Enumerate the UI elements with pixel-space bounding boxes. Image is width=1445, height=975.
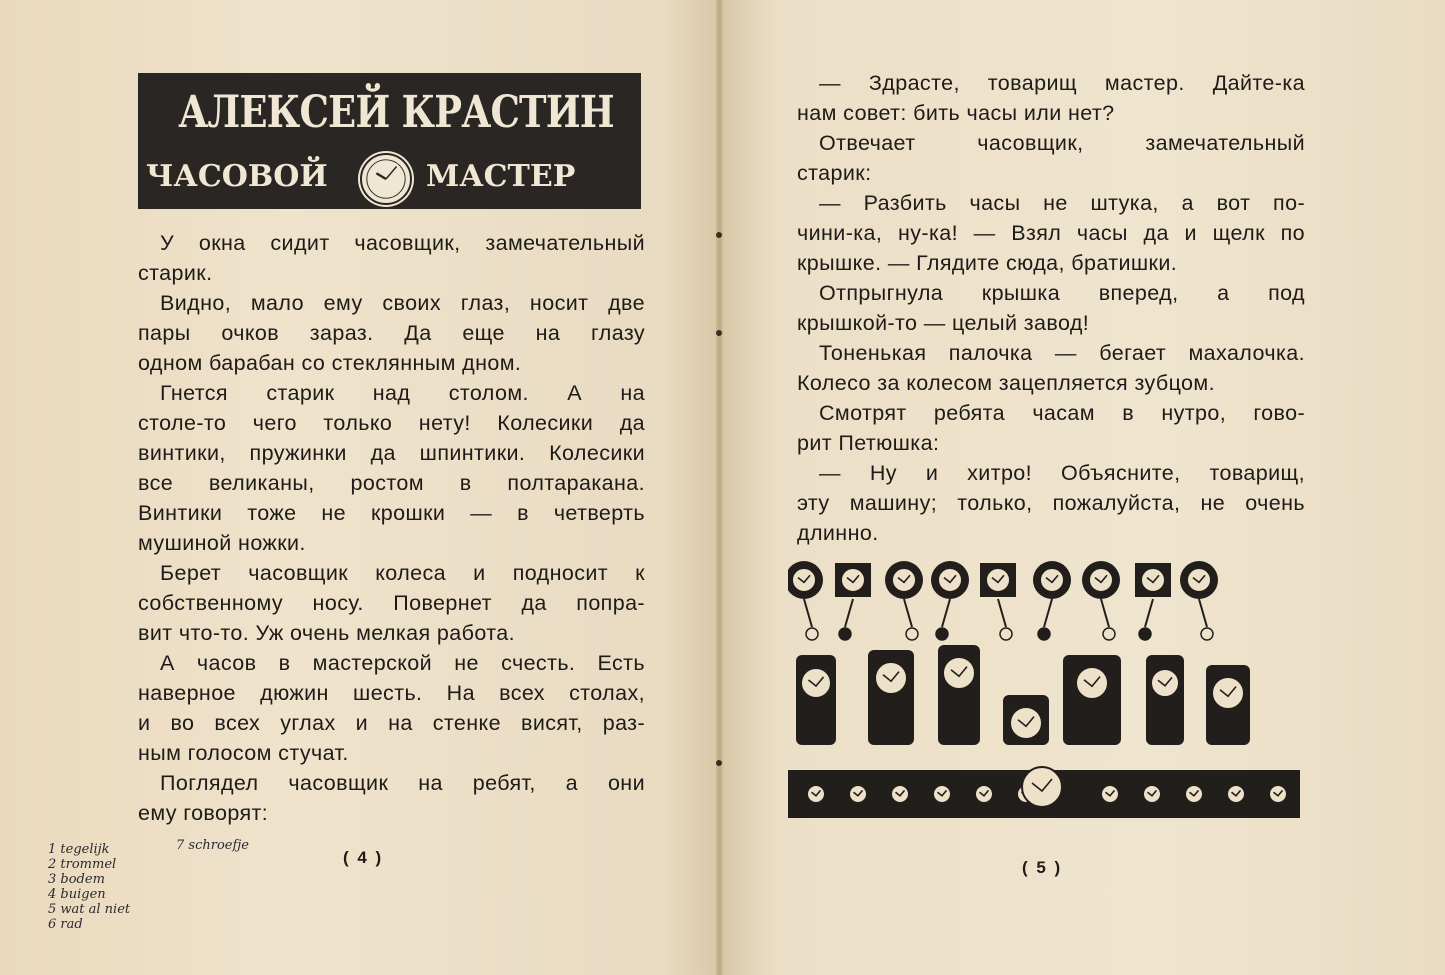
small-clock	[891, 785, 909, 803]
book-gutter	[716, 0, 724, 975]
title-word-left: ЧАСОВОЙ	[146, 159, 328, 194]
text-line: и во всех углах и на стенке висят, раз-	[138, 711, 645, 735]
clock-face	[1040, 568, 1064, 592]
pendulum-rod	[998, 599, 1006, 627]
right-page	[720, 0, 1445, 975]
pendulum-bob	[1103, 628, 1115, 640]
text-line: ным голосом стучат.	[138, 741, 349, 765]
title-word-right: МАСТЕР	[426, 159, 576, 194]
small-clock	[849, 785, 867, 803]
text-line: чини-ка, ну-ка! — Взял часы да и щелк по	[797, 221, 1305, 245]
pendulum-bob	[1000, 628, 1012, 640]
text-line: пары очков зараз. Да еще на глазу	[138, 321, 645, 345]
handwritten-note: 4 buigen	[48, 887, 106, 902]
clock-face	[938, 568, 962, 592]
clock-face	[1151, 669, 1179, 697]
text-line: Отпрыгнула крышка вперед, а под	[819, 281, 1305, 305]
binding-hole	[716, 232, 722, 238]
text-line: Смотрят ребята часам в нутро, гово-	[819, 401, 1305, 425]
clock-face	[892, 568, 916, 592]
text-line: Берет часовщик колеса и подносит к	[160, 561, 645, 585]
text-line: У окна сидит часовщик, замечательный	[160, 231, 645, 255]
text-line: старик.	[138, 261, 213, 285]
pendulum-rod	[845, 599, 853, 627]
clocks-illustration	[788, 555, 1303, 820]
pendulum-bob	[906, 628, 918, 640]
page-number: ( 4 )	[343, 848, 384, 867]
handwritten-note: 1 tegelijk	[48, 842, 110, 857]
text-line: столе-то чего только нету! Колесики да	[138, 411, 645, 435]
text-line: — Ну и хитро! Объясните, товарищ,	[819, 461, 1305, 485]
text-line: Отвечает часовщик, замечательный	[819, 131, 1305, 155]
clock-face	[792, 568, 816, 592]
text-line: — Здрасте, товарищ мастер. Дайте-ка	[819, 71, 1305, 95]
text-line: мушиной ножки.	[138, 531, 306, 555]
text-line: Винтики тоже не крошки — в четверть	[138, 501, 645, 525]
binding-hole	[716, 760, 722, 766]
handwritten-note: 6 rad	[48, 917, 83, 932]
text-line: вит что-то. Уж очень мелкая работа.	[138, 621, 515, 645]
clock-face	[1089, 568, 1113, 592]
title-author: АЛЕКСЕЙ КРАСТИН	[178, 87, 614, 138]
pendulum-rod	[904, 599, 912, 627]
text-line: Тоненькая палочка — бегает махалочка.	[819, 341, 1305, 365]
pendulum-rod	[942, 599, 950, 627]
handwritten-note: 2 trommel	[48, 857, 117, 872]
text-line: крышке. — Глядите сюда, братишки.	[797, 251, 1178, 275]
handwritten-notes	[48, 842, 130, 932]
clock-face	[986, 568, 1010, 592]
pendulum-bob	[1038, 628, 1050, 640]
right-body-text	[797, 68, 1305, 548]
pendulum-bob	[806, 628, 818, 640]
clock-face	[1010, 707, 1042, 739]
pendulum-bob	[839, 628, 851, 640]
handwritten-note-7: 7 schroefje	[176, 838, 249, 853]
clock-icon	[360, 153, 412, 205]
alarm-clock	[1022, 767, 1062, 807]
clock-face	[875, 662, 907, 694]
text-line: наверное дюжин шесть. На всех столах,	[138, 681, 645, 705]
pendulum-rod	[1101, 599, 1109, 627]
handwritten-note: 5 wat al niet	[48, 902, 131, 917]
text-line: Видно, мало ему своих глаз, носит две	[160, 291, 645, 315]
page-number: ( 5 )	[1022, 858, 1063, 877]
text-line: нам совет: бить часы или нет?	[797, 101, 1115, 125]
small-clock	[1143, 785, 1161, 803]
small-clock	[1269, 785, 1287, 803]
small-clock	[1185, 785, 1203, 803]
text-line: Поглядел часовщик на ребят, а они	[160, 771, 645, 795]
pendulum-bob	[1201, 628, 1213, 640]
handwritten-note: 3 bodem	[48, 872, 105, 887]
small-clock	[807, 785, 825, 803]
clock-face	[1141, 568, 1165, 592]
clock-face	[1076, 667, 1108, 699]
text-line: рит Петюшка:	[797, 431, 940, 455]
clock-face	[1212, 677, 1244, 709]
text-line: Колесо за колесом зацепляется зубцом.	[797, 371, 1215, 395]
small-clock	[1227, 785, 1245, 803]
small-clock	[1101, 785, 1119, 803]
small-clock	[975, 785, 993, 803]
left-body-text	[138, 228, 645, 828]
pendulum-rod	[1199, 599, 1207, 627]
pendulum-rod	[1145, 599, 1153, 627]
text-line: крышкой-то — целый завод!	[797, 311, 1090, 335]
binding-hole	[716, 330, 722, 336]
pendulum-rod	[804, 599, 812, 627]
left-page	[0, 0, 720, 975]
text-line: длинно.	[797, 521, 879, 545]
text-line: А часов в мастерской не счесть. Есть	[160, 651, 645, 675]
text-line: одном барабан со стеклянным дном.	[138, 351, 522, 375]
text-line: эту машину; только, пожалуйста, не очень	[797, 491, 1305, 515]
text-line: Гнется старик над столом. А на	[160, 381, 645, 405]
text-line: ему говорят:	[138, 801, 269, 825]
clock-face	[943, 657, 975, 689]
text-line: винтики, пружинки да шпинтики. Колесики	[138, 441, 645, 465]
pendulum-bob	[1139, 628, 1151, 640]
clock-face	[801, 668, 831, 698]
pendulum-bob	[936, 628, 948, 640]
small-clock	[933, 785, 951, 803]
text-line: — Разбить часы не штука, а вот по-	[819, 191, 1305, 215]
text-line: старик:	[797, 161, 872, 185]
title-banner	[138, 73, 641, 209]
text-line: собственному носу. Повернет да попра-	[138, 591, 645, 615]
clock-face	[1187, 568, 1211, 592]
text-line: все великаны, ростом в полтаракана.	[138, 471, 645, 495]
pendulum-rod	[1044, 599, 1052, 627]
clock-face	[841, 568, 865, 592]
